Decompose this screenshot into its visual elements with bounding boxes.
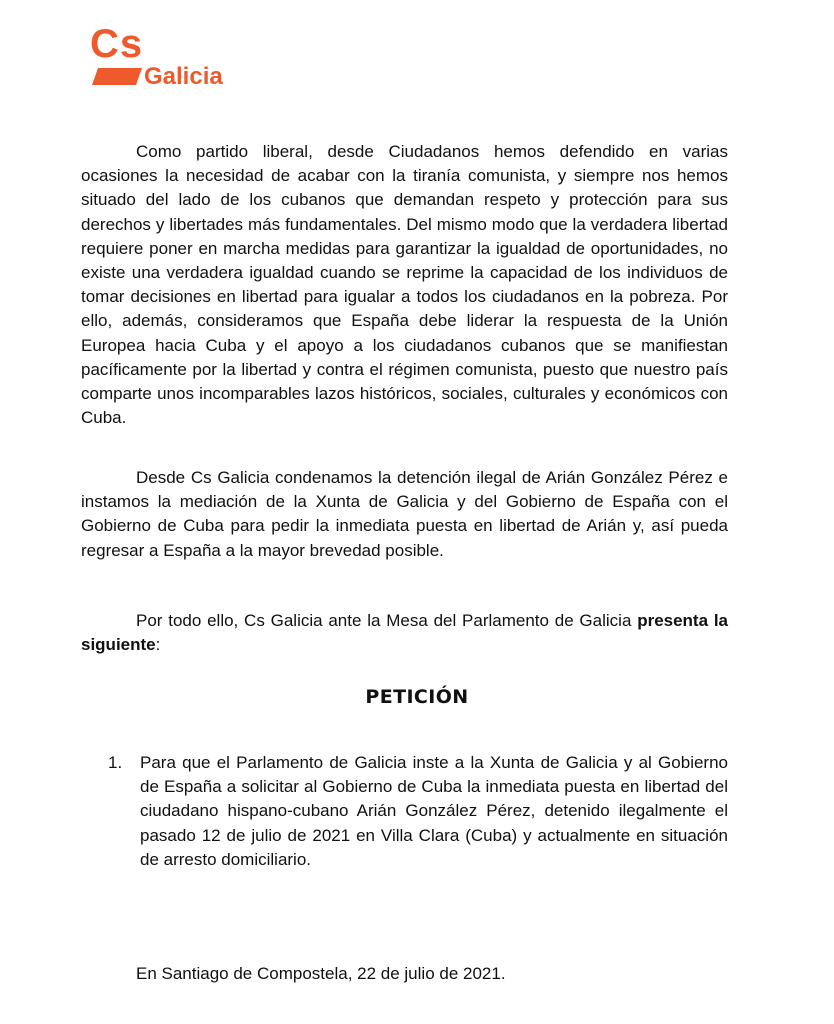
logo-swoosh	[92, 68, 142, 85]
logo-main-text: Cs	[90, 24, 144, 66]
paragraph-presentation	[81, 609, 728, 657]
paragraph-condemnation: Desde Cs Galicia condenamos la detención ilegal de Arián González Pérez e instamos la mediación de la Xunta de Galicia y del Gobierno de España con el Gobierno de Cuba para pedir la inmediata puesta en libertad de Arián y, así pueda regresar a España a la mayor brevedad posible.	[81, 468, 728, 560]
logo-region-text: Galicia	[144, 63, 223, 90]
presentation-bold: presenta la siguiente	[81, 611, 729, 655]
cs-galicia-logo	[90, 24, 265, 90]
petition-heading: PETICIÓN	[365, 686, 469, 708]
logo-graphic	[90, 24, 265, 90]
petition-item-number: 1.	[108, 753, 123, 772]
petition-item-text: Para que el Parlamento de Galicia inste a la Xunta de Galicia y al Gobierno de España a solicitar al Gobierno de Cuba la inmediata puesta en libertad del ciudadano hispano-cubano Arián González Pérez, detenido ilegalmente el pasado 12 de julio de 2021 en Villa Clara (Cuba) y actualmente en situación de arresto domiciliario.	[140, 753, 728, 869]
petition-list	[108, 751, 728, 872]
petition-item	[108, 751, 728, 872]
paragraph-liberal-position: Como partido liberal, desde Ciudadanos hemos defendido en varias ocasiones la necesidad de acabar con la tiranía comunista, y siempre nos hemos situado del lado de los cubanos que demandan respeto y protección para sus derechos y libertades más fundamentales. Del mismo modo que la verdadera libertad requiere poner en marcha medidas para garantizar la igualdad de oportunidades, no existe una verdadera igualdad cuando se reprime la capacidad de los individuos de tomar decisiones en libertad para igualar a todos los ciudadanos en la pobreza. Por ello, además, consideramos que España debe liderar la respuesta de la Unión Europea hacia Cuba y el apoyo a los ciudadanos cubanos que se manifiestan pacíficamente por la libertad y contra el régimen comunista, puesto que nuestro país comparte unos incomparables lazos históricos, sociales, culturales y económicos con Cuba.	[81, 142, 728, 428]
closing-date-line: En Santiago de Compostela, 22 de julio de 2021.	[136, 964, 506, 983]
presentation-lead: Por todo ello, Cs Galicia ante la Mesa del Parlamento de Galicia	[136, 611, 638, 630]
presentation-tail: :	[155, 635, 161, 655]
